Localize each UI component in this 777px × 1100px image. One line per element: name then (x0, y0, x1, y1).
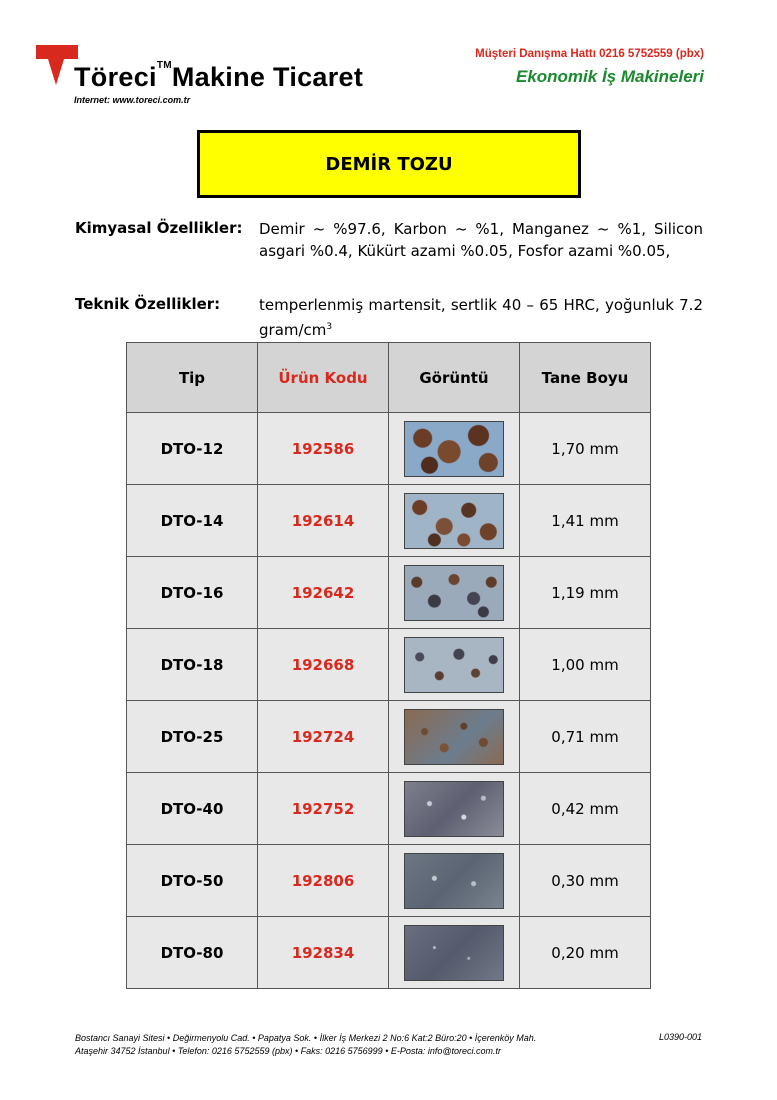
row-image-cell (389, 845, 520, 917)
table-header-row (127, 343, 651, 413)
company-slogan: Ekonomik İş Makineleri (515, 67, 704, 86)
very-fine-iron-powder-image (404, 925, 504, 981)
row-grain-size: 1,70 mm (520, 413, 651, 485)
fine-iron-powder-image (404, 853, 504, 909)
row-tip: DTO-80 (127, 917, 258, 989)
footer-address (75, 1032, 536, 1058)
row-grain-size: 0,30 mm (520, 845, 651, 917)
website-link[interactable]: Internet: www.toreci.com.tr (74, 95, 191, 105)
table-row (127, 701, 651, 773)
customer-hotline: Müşteri Danışma Hattı 0216 5752559 (pbx) (475, 48, 704, 60)
row-image-cell (389, 557, 520, 629)
footer-address-line-1: Bostancı Sanayi Sitesi • Değirmenyolu Cad. • Papatya Sok. • İlker İş Merkezi 2 No:6 Kat:2 Büro:20 • İçerenköy Mah. (75, 1033, 537, 1043)
row-tip: DTO-16 (127, 557, 258, 629)
row-product-code: 192586 (258, 413, 389, 485)
footer-address-line-2: Ataşehir 34752 İstanbul • Telefon: 0216 5752559 (pbx) • Faks: 0216 5756999 • E-Posta: info@toreci.com.tr (75, 1046, 502, 1056)
table-row (127, 413, 651, 485)
row-product-code: 192724 (258, 701, 389, 773)
row-product-code: 192752 (258, 773, 389, 845)
row-image-cell (389, 485, 520, 557)
fine-iron-grit-image (404, 709, 504, 765)
row-image-cell (389, 629, 520, 701)
coarse-iron-grit-image (404, 421, 504, 477)
row-image-cell (389, 413, 520, 485)
row-image-cell (389, 701, 520, 773)
table-row (127, 557, 651, 629)
row-tip: DTO-12 (127, 413, 258, 485)
row-grain-size: 0,42 mm (520, 773, 651, 845)
header-image: Görüntü (389, 343, 520, 413)
row-tip: DTO-40 (127, 773, 258, 845)
chemical-properties-value: Demir ~ %97.6, Karbon ~ %1, Manganez ~ %1, Silicon asgari %0.4, Kükürt azami %0.05, Fosfor azami %0.05, (259, 220, 703, 260)
iron-grit-image (404, 637, 504, 693)
brand-name-main: Töreci (74, 62, 157, 92)
toreci-logo-icon (36, 45, 78, 85)
brand-name (74, 62, 363, 93)
row-tip: DTO-50 (127, 845, 258, 917)
row-product-code: 192806 (258, 845, 389, 917)
brand-name-suffix: Makine Ticaret (171, 62, 364, 92)
trademark-mark: TM (156, 60, 172, 71)
row-tip: DTO-25 (127, 701, 258, 773)
header-grain-size: Tane Boyu (520, 343, 651, 413)
chemical-properties-label: Kimyasal Özellikler: (75, 219, 243, 237)
document-title: DEMİR TOZU (325, 153, 453, 175)
row-image-cell (389, 917, 520, 989)
table-row (127, 485, 651, 557)
row-image-cell (389, 773, 520, 845)
table-row (127, 773, 651, 845)
row-product-code: 192834 (258, 917, 389, 989)
table-row (127, 845, 651, 917)
fine-iron-powder-image (404, 781, 504, 837)
row-grain-size: 0,71 mm (520, 701, 651, 773)
header-product-code: Ürün Kodu (258, 343, 389, 413)
table-row (127, 917, 651, 989)
technical-properties-text: temperlenmiş martensit, sertlik 40 – 65 HRC, yoğunluk 7.2 gram/cm (259, 296, 703, 339)
row-tip: DTO-14 (127, 485, 258, 557)
header-tip: Tip (127, 343, 258, 413)
product-spec-table (126, 342, 651, 989)
row-grain-size: 1,41 mm (520, 485, 651, 557)
row-grain-size: 1,00 mm (520, 629, 651, 701)
document-code: L0390-001 (658, 1032, 702, 1042)
row-grain-size: 0,20 mm (520, 917, 651, 989)
row-tip: DTO-18 (127, 629, 258, 701)
row-product-code: 192642 (258, 557, 389, 629)
iron-grit-image (404, 565, 504, 621)
document-title-box (197, 130, 581, 198)
row-grain-size: 1,19 mm (520, 557, 651, 629)
row-product-code: 192668 (258, 629, 389, 701)
technical-properties-value (259, 294, 703, 341)
density-unit-superscript: 3 (326, 322, 333, 332)
table-row (127, 629, 651, 701)
iron-grit-image (404, 493, 504, 549)
row-product-code: 192614 (258, 485, 389, 557)
technical-properties-label: Teknik Özellikler: (75, 295, 221, 313)
